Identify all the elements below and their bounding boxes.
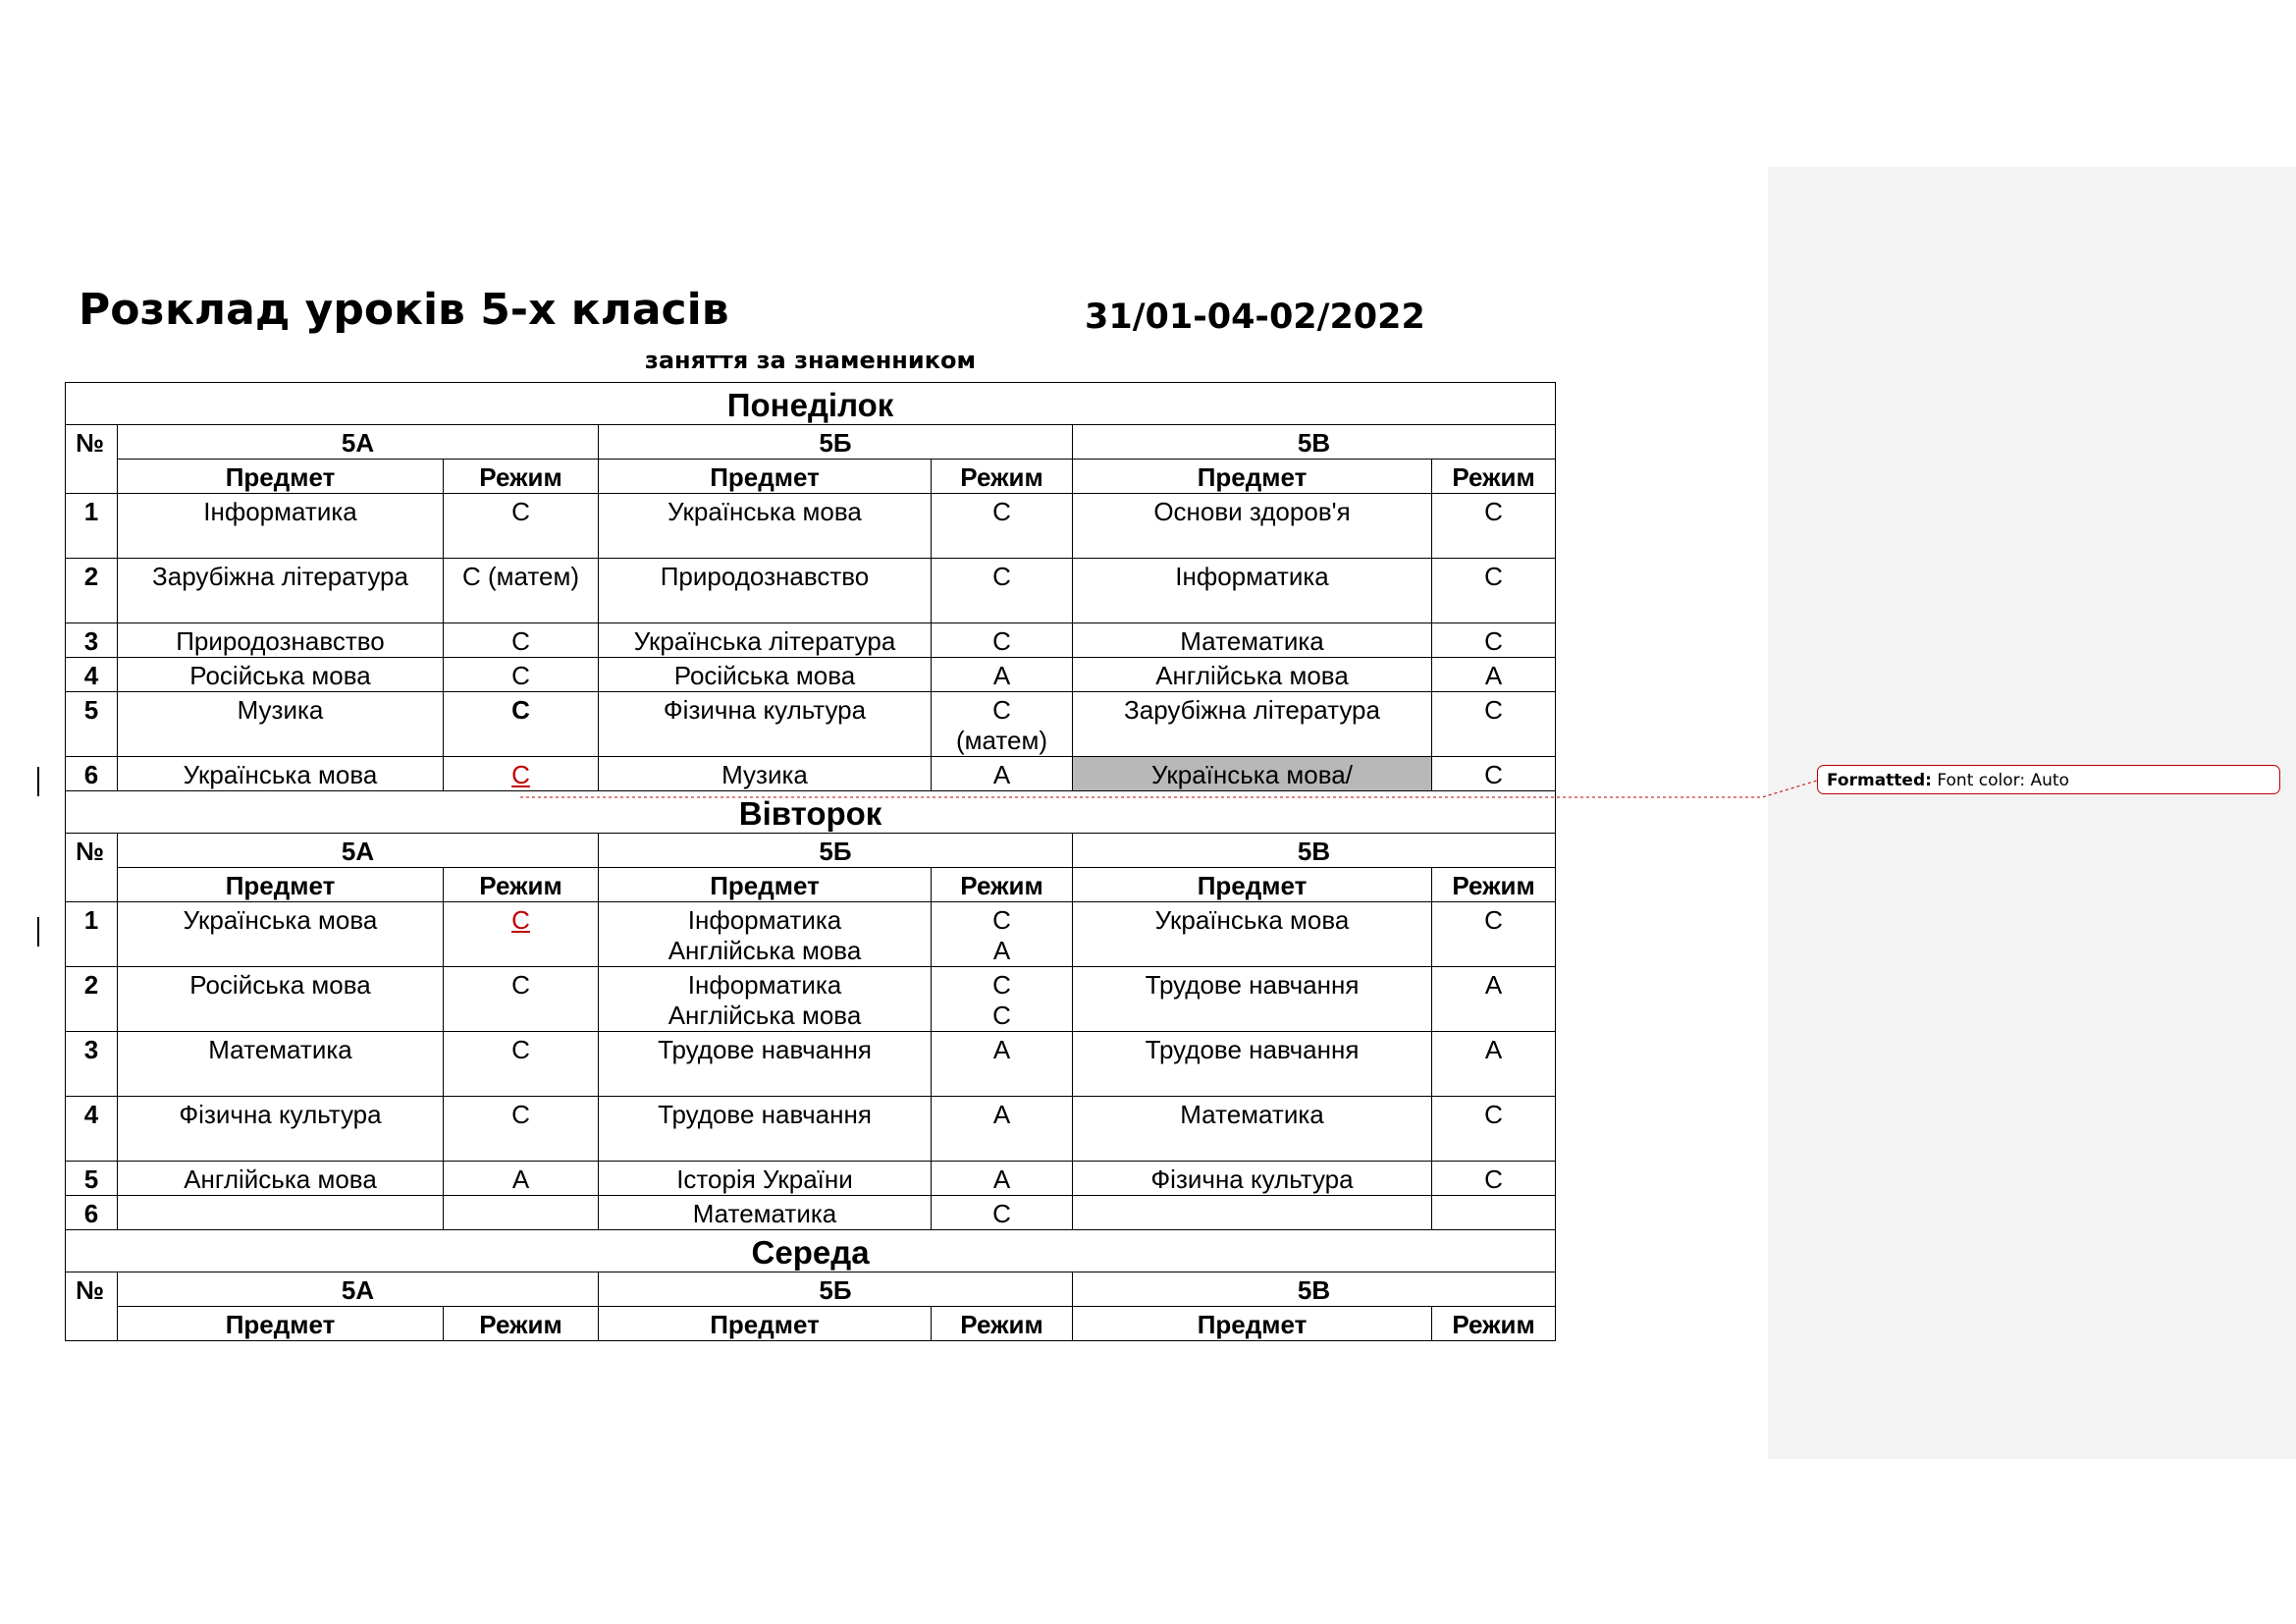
num-header: № xyxy=(66,425,118,494)
class-header-1: 5Б xyxy=(599,425,1073,460)
mode-text: С xyxy=(511,970,530,1000)
mode-text: С xyxy=(511,497,530,526)
subject-text: Зарубіжна література xyxy=(152,562,408,591)
mode-header: Режим xyxy=(1432,868,1556,902)
subject-text: Математика xyxy=(1180,626,1324,656)
subject-text: Російська мова xyxy=(673,661,856,690)
mode-text: А xyxy=(1484,661,1503,690)
subject-header: Предмет xyxy=(599,460,932,494)
day-name-cell: Вівторок xyxy=(66,791,1556,834)
subject-header: Предмет xyxy=(1073,1307,1432,1341)
mode-text: А xyxy=(511,1164,530,1194)
mode-header: Режим xyxy=(932,868,1073,902)
subject-header: Предмет xyxy=(1073,868,1432,902)
mode-text: С xyxy=(1484,905,1503,935)
mode-text: А xyxy=(992,1035,1011,1064)
subject-text: Англійська мова xyxy=(667,936,862,965)
mode-text: С xyxy=(992,562,1011,591)
comment-text: Font color: Auto xyxy=(1937,771,2069,790)
mode-text: С xyxy=(1484,562,1503,591)
mode-text: А xyxy=(1484,970,1503,1000)
subject-text: Англійська мова xyxy=(667,1001,862,1030)
subject-text: Інформатика xyxy=(1175,562,1329,591)
lesson-number: 5 xyxy=(66,692,118,757)
subject-text: Основи здоров'я xyxy=(1153,497,1351,526)
lesson-number: 1 xyxy=(66,494,118,559)
mode-text: С xyxy=(992,626,1011,656)
mode-text: А xyxy=(992,1164,1011,1194)
mode-text: С xyxy=(1484,626,1503,656)
lesson-number: 6 xyxy=(66,757,118,791)
subject-text: Природознавство xyxy=(660,562,870,591)
subject-text: Фізична культура xyxy=(1150,1164,1354,1194)
mode-text: С xyxy=(511,1035,530,1064)
mode-text: С xyxy=(992,1199,1011,1228)
subject-text: Історія України xyxy=(676,1164,853,1194)
subject-text: Англійська мова xyxy=(184,1164,377,1194)
subject-text: Англійська мова xyxy=(1155,661,1349,690)
subject-text: Зарубіжна література xyxy=(1124,695,1380,725)
mode-text: С xyxy=(511,905,530,935)
subject-header: Предмет xyxy=(118,868,444,902)
mode-text: С xyxy=(1484,1100,1503,1129)
mode-header: Режим xyxy=(1432,460,1556,494)
subject-text: Інформатика xyxy=(687,905,842,935)
subject-text: Українська мова xyxy=(183,905,378,935)
subject-text: Музика xyxy=(237,695,324,725)
subject-text: Трудове навчання xyxy=(1145,1035,1360,1064)
subject-text: Музика xyxy=(721,760,808,789)
subject-text: Українська мова/ xyxy=(1151,760,1353,789)
class-header-0: 5А xyxy=(118,1272,599,1307)
class-header-1: 5Б xyxy=(599,1272,1073,1307)
mode-text: С xyxy=(1484,760,1503,789)
mode-text: С xyxy=(992,1001,1011,1030)
mode-header: Режим xyxy=(444,868,599,902)
subject-header: Предмет xyxy=(599,868,932,902)
subject-text: Фізична культура xyxy=(663,695,867,725)
mode-text: С (матем) xyxy=(461,562,580,591)
day-name-cell: Середа xyxy=(66,1230,1556,1272)
document-title: Розклад уроків 5-х класів xyxy=(79,285,729,335)
mode-text: А xyxy=(992,661,1011,690)
subject-text: Математика xyxy=(692,1199,837,1228)
mode-text: А xyxy=(1484,1035,1503,1064)
mode-text: А xyxy=(992,936,1011,965)
subject-text: Фізична культура xyxy=(179,1100,382,1129)
mode-header: Режим xyxy=(932,1307,1073,1341)
mode-header: Режим xyxy=(444,460,599,494)
day-name-cell: Понеділок xyxy=(66,383,1556,425)
subject-text: Українська мова xyxy=(183,760,378,789)
mode-text: С xyxy=(992,695,1011,725)
subject-text: Трудове навчання xyxy=(658,1035,872,1064)
class-header-2: 5В xyxy=(1073,834,1556,868)
class-header-2: 5В xyxy=(1073,1272,1556,1307)
subject-text: Трудове навчання xyxy=(1145,970,1360,1000)
mode-text: (матем) xyxy=(955,726,1048,755)
subject-header: Предмет xyxy=(1073,460,1432,494)
mode-text: С xyxy=(511,1100,530,1129)
subject-header: Предмет xyxy=(599,1307,932,1341)
document-subtitle: заняття за знаменником xyxy=(644,347,977,374)
num-header: № xyxy=(66,1272,118,1341)
lesson-number: 4 xyxy=(66,1097,118,1162)
class-header-1: 5Б xyxy=(599,834,1073,868)
subject-text: Інформатика xyxy=(203,497,357,526)
lesson-number: 3 xyxy=(66,1032,118,1097)
mode-text: С xyxy=(511,661,530,690)
lesson-number: 5 xyxy=(66,1162,118,1196)
comment-balloon[interactable] xyxy=(1817,765,2280,794)
date-range: 31/01-04-02/2022 xyxy=(1085,298,1425,337)
subject-text: Українська мова xyxy=(667,497,862,526)
subject-text: Російська мова xyxy=(189,970,371,1000)
subject-header: Предмет xyxy=(118,460,444,494)
mode-text: С xyxy=(992,497,1011,526)
mode-header: Режим xyxy=(444,1307,599,1341)
subject-text: Українська мова xyxy=(1154,905,1350,935)
mode-text: С xyxy=(992,905,1011,935)
mode-text: С xyxy=(511,760,530,789)
mode-header: Режим xyxy=(932,460,1073,494)
subject-text: Математика xyxy=(1180,1100,1324,1129)
subject-header: Предмет xyxy=(118,1307,444,1341)
lesson-number: 2 xyxy=(66,967,118,1032)
mode-text: С xyxy=(511,626,530,656)
mode-text: С xyxy=(992,970,1011,1000)
mode-text: А xyxy=(992,760,1011,789)
lesson-number: 1 xyxy=(66,902,118,967)
mode-text: С xyxy=(1484,695,1503,725)
class-header-2: 5В xyxy=(1073,425,1556,460)
subject-text: Трудове навчання xyxy=(658,1100,872,1129)
mode-text: С xyxy=(1484,497,1503,526)
mode-text: С xyxy=(511,695,530,725)
mode-header: Режим xyxy=(1432,1307,1556,1341)
subject-text: Природознавство xyxy=(176,626,385,656)
subject-text: Російська мова xyxy=(189,661,371,690)
subject-text: Українська література xyxy=(633,626,896,656)
mode-text: А xyxy=(992,1100,1011,1129)
class-header-0: 5А xyxy=(118,834,599,868)
lesson-number: 2 xyxy=(66,559,118,623)
comment-label: Formatted: xyxy=(1827,771,1932,790)
lesson-number: 6 xyxy=(66,1196,118,1230)
lesson-number: 3 xyxy=(66,623,118,658)
subject-text: Математика xyxy=(208,1035,352,1064)
subject-text: Інформатика xyxy=(687,970,842,1000)
mode-text: С xyxy=(1484,1164,1503,1194)
num-header: № xyxy=(66,834,118,902)
lesson-number: 4 xyxy=(66,658,118,692)
class-header-0: 5А xyxy=(118,425,599,460)
